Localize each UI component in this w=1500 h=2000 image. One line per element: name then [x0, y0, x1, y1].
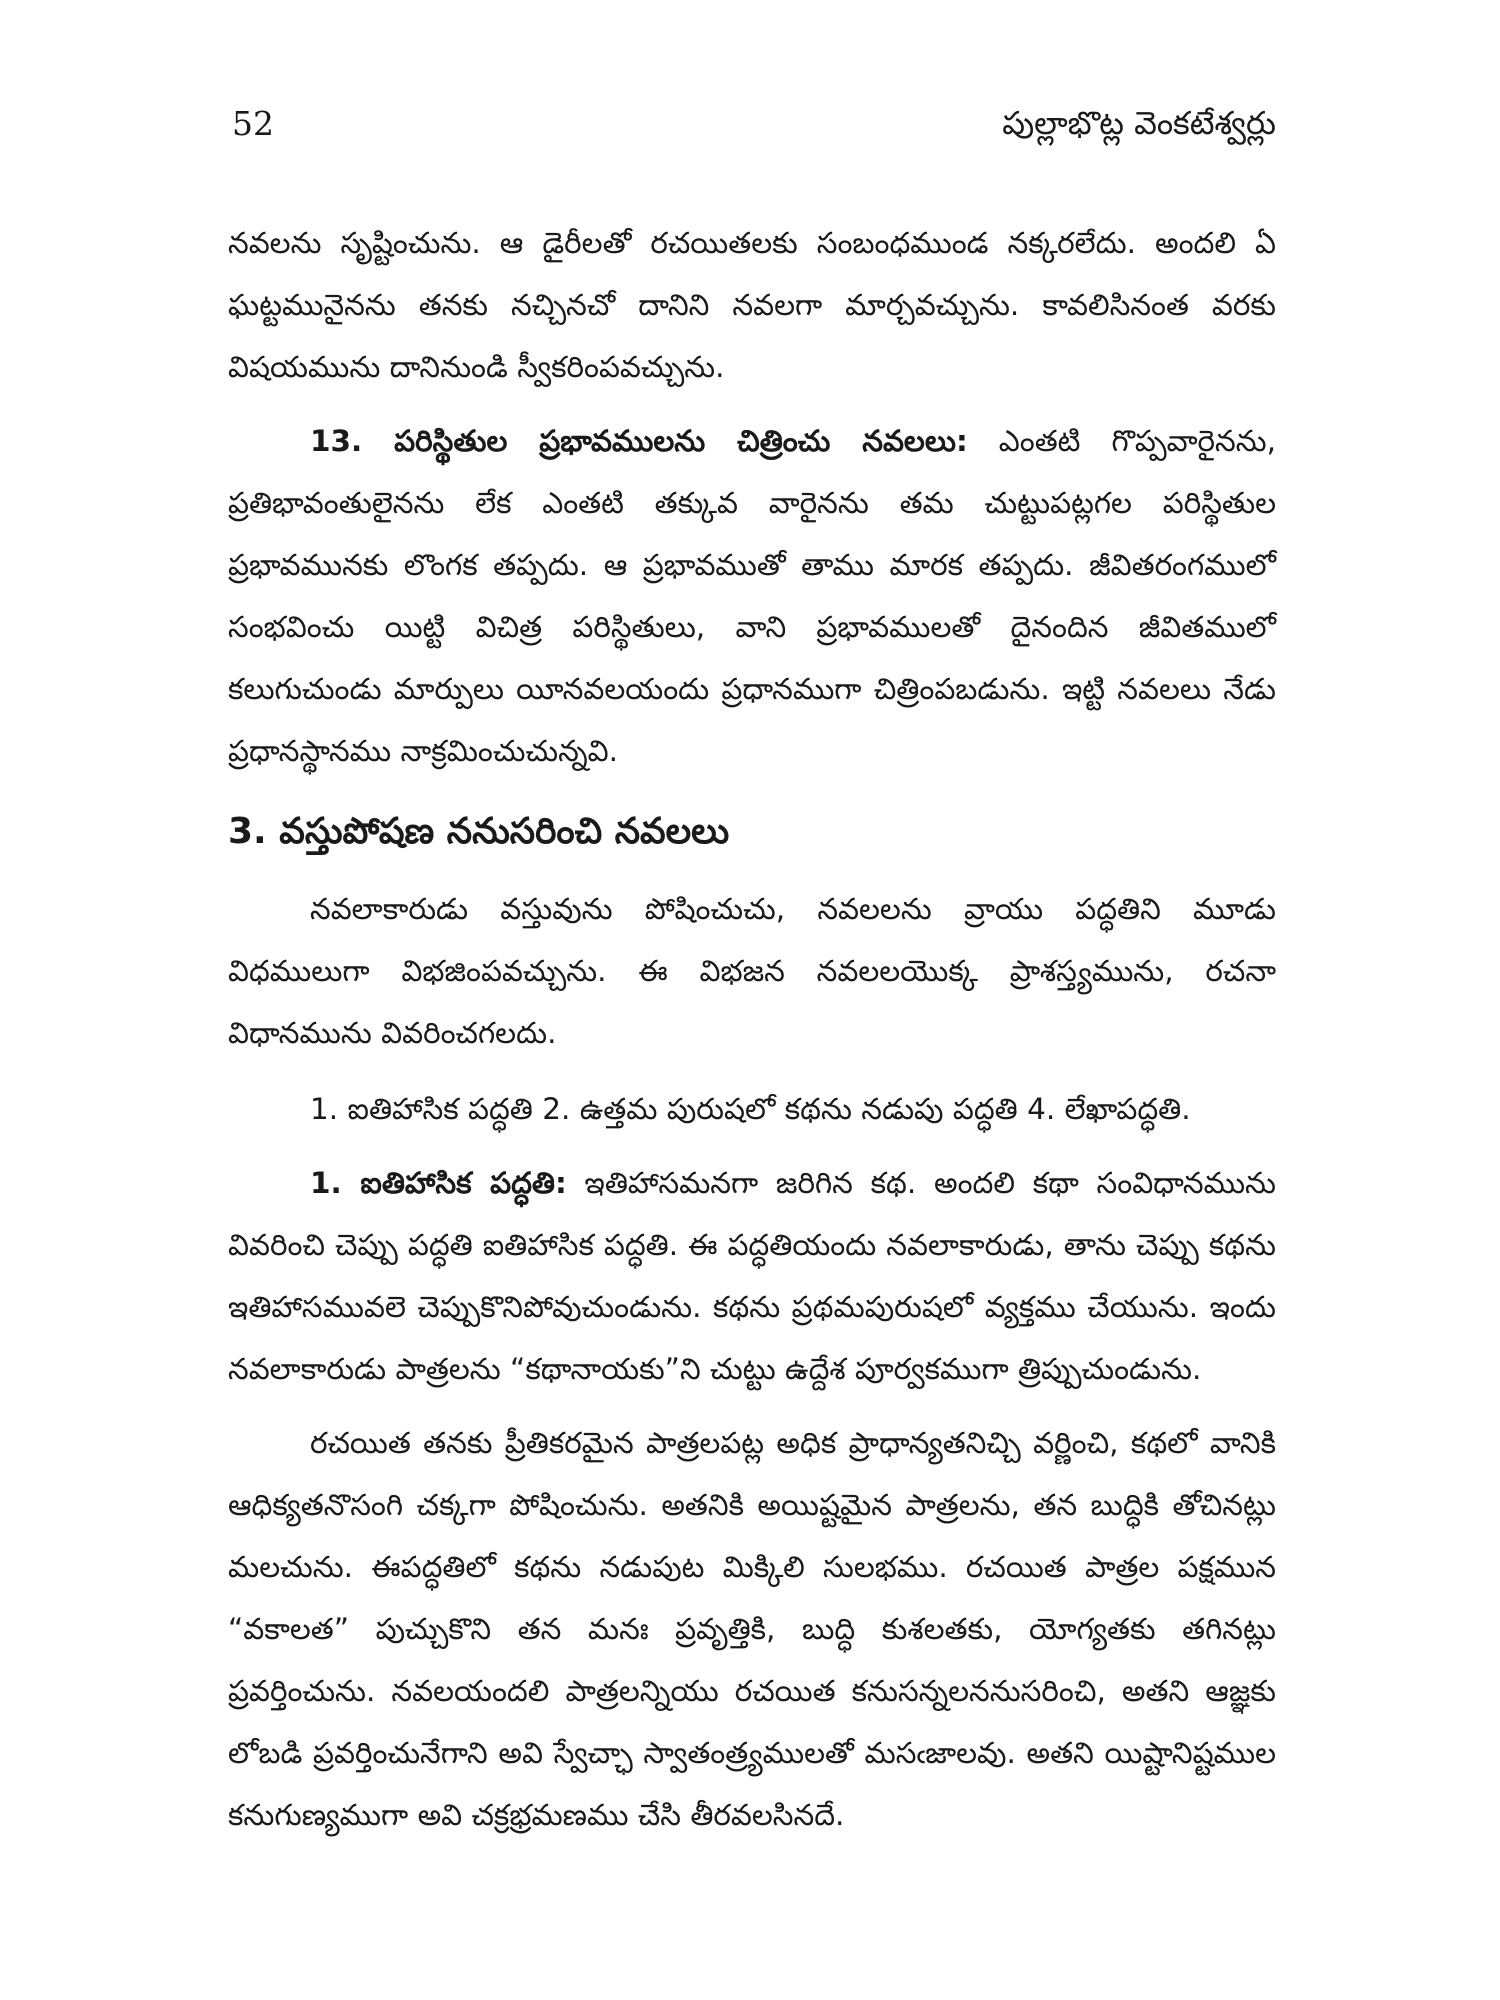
page-header: [232, 104, 1276, 164]
section-heading: 3. వస్తుపోషణ ననుసరించి నవలలు: [228, 811, 730, 852]
running-head: పుల్లాభొట్ల వెంకటేశ్వర్లు: [1002, 104, 1276, 142]
paragraph-2-text: ఎంతటి గొప్పవారైనను, ప్రతిభావంతులైనను లేక ఎంతటి తక్కువ వారైనను తమ చుట్టుపట్లగల పరిస్థితుల ప్రభావమునకు లొంగక తప్పదు. ఆ ప్రభావముతో తాము మారక తప్పదు. జీవితరంగములో సంభవించు యిట్టి విచిత్ర పరిస్థితులు, వాని ప్రభావములతో దైనందిన జీవితములో కలుగుచుండు మార్పులు యీనవలయందు ప్రధానముగా చిత్రింపబడును. ఇట్టి నవలలు నేడు ప్రధానస్థానము నాక్రమించుచున్నవి.: [228, 424, 1276, 768]
paragraph-5: రచయిత తనకు ప్రీతికరమైన పాత్రలపట్ల అధిక ప్రాధాన్యతనిచ్చి వర్ణించి, కథలో వానికి ఆధిక్యతనొసంగి చక్కగా పోషించును. అతనికి అయిష్టమైన పాత్రలను, తన బుద్ధికి తోచినట్లు మలచును. ఈపద్ధతిలో కథను నడుపుట మిక్కిలి సులభము. రచయిత పాత్రల పక్షమున “వకాలత” పుచ్చుకొని తన మనః ప్రవృత్తికి, బుద్ధి కుశలతకు, యోగ్యతకు తగినట్లు ప్రవర్తించును. నవలయందలి పాత్రలన్నియు రచయిత కనుసన్నలననుసరించి, అతని ఆజ్ఞకు లోబడి ప్రవర్తించునేగాని అవి స్వేచ్ఛా స్వాతంత్ర్యములతో మసఁజాలవు. అతని యిష్టానిష్టముల కనుగుణ్యముగా అవి చక్రభ్రమణము చేసి తీరవలసినదే.: [228, 1426, 1276, 1832]
paragraph-2: [228, 410, 1276, 782]
paragraph-3: నవలాకారుడు వస్తువును పోషించుచు, నవలలను వ్రాయు పద్ధతిని మూడు విధములుగా విభజింపవచ్చును. ఈ విభజన నవలలయొక్క ప్రాశస్త్యమును, రచనా విధానమును వివరించగలదు.: [228, 892, 1276, 1050]
page-number: 52: [232, 104, 274, 143]
method-list: 1. ఐతిహాసిక పద్ధతి 2. ఉత్తమ పురుషలో కథను నడుపు పద్ధతి 4. లేఖాపద్ధతి.: [310, 1092, 1191, 1126]
paragraph-2-heading: 13. పరిస్థితుల ప్రభావములను చిత్రించు నవలలు:: [310, 424, 968, 458]
paragraph-1: నవలను సృష్టించును. ఆ డైరీలతో రచయితలకు సంబంధముండ నక్కరలేదు. అందలి ఏ ఘట్టమునైనను తనకు నచ్చినచో దానిని నవలగా మార్చవచ్చును. కావలిసినంత వరకు విషయమును దానినుండి స్వీకరింపవచ్చును.: [228, 226, 1276, 384]
paragraph-4: [228, 1152, 1276, 1400]
paragraph-4-heading: 1. ఐతిహాసిక పద్ధతి:: [310, 1166, 567, 1200]
paragraph-4-text: ఇతిహాసమనగా జరిగిన కథ. అందలి కథా సంవిధానమును వివరించి చెప్పు పద్ధతి ఐతిహాసిక పద్ధతి. ఈ పద్ధతియందు నవలాకారుడు, తాను చెప్పు కథను ఇతిహాసమువలె చెప్పుకొనిపోవుచుండును. కథను ప్రథమపురుషలో వ్యక్తము చేయును. ఇందు నవలాకారుడు పాత్రలను “కథానాయకు”ని చుట్టు ఉద్దేశ పూర్వకముగా త్రిప్పుచుండును.: [228, 1166, 1276, 1386]
page-body: [228, 212, 1276, 1846]
